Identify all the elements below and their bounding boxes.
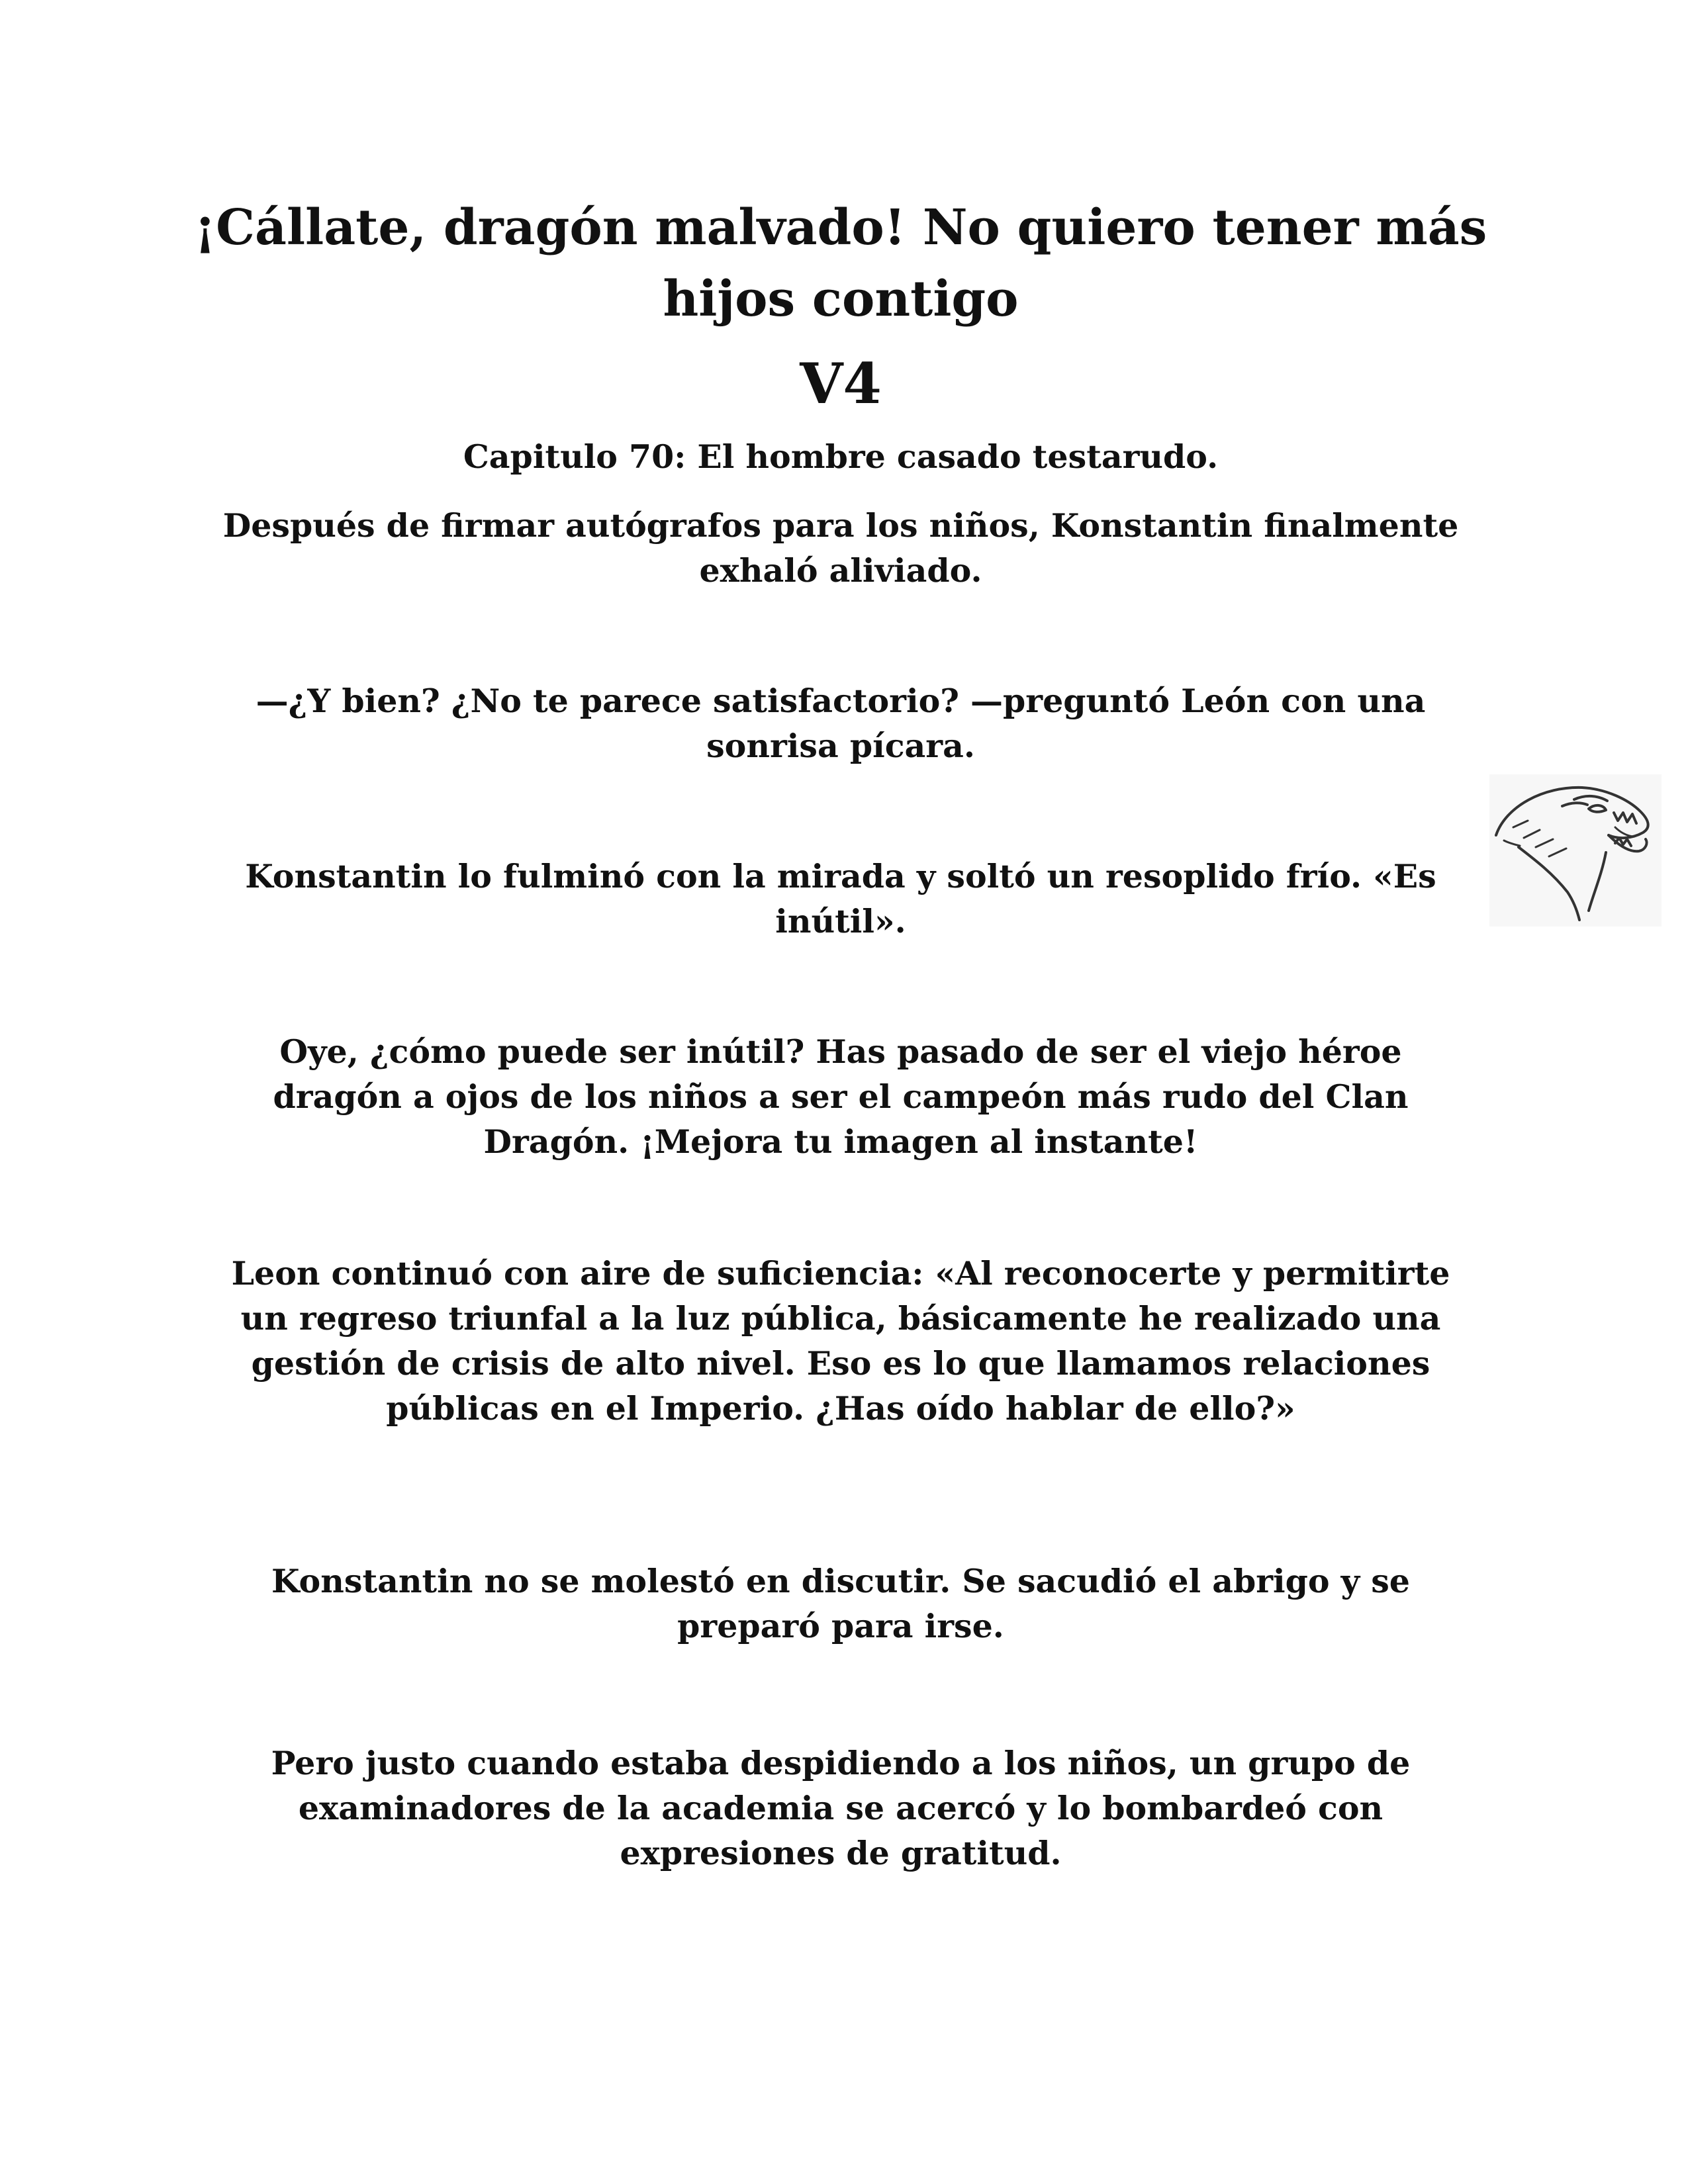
paragraph-4: Oye, ¿cómo puede ser inútil? Has pasado de ser el viejo héroe dragón a ojos de los niños a ser el campeón más rudo del Clan Dragón. ¡Mejora tu imagen al instante! <box>273 1032 1409 1161</box>
chapter-heading: Capitulo 70: El hombre casado testarudo. <box>463 437 1219 476</box>
document-title: ¡Cállate, dragón malvado! No quiero tener más hijos contigo <box>194 199 1487 328</box>
paragraph-7: Pero justo cuando estaba despidiendo a los niños, un grupo de examinadores de la academia se acercó y lo bombardeó con expresiones de gratitud. <box>271 1744 1411 1872</box>
paragraph-3: Konstantin lo fulminó con la mirada y soltó un resoplido frío. «Es inútil». <box>245 857 1436 940</box>
dragon-sketch-icon <box>1489 774 1662 927</box>
paragraph-1: Después de firmar autógrafos para los niños, Konstantin finalmente exhaló aliviado. <box>222 506 1459 590</box>
paragraph-5: Leon continuó con aire de suficiencia: «Al reconocerte y permitirte un regreso triunfal a la luz pública, básicamente he realizado una gestión de crisis de alto nivel. Eso es lo que llamamos relaciones públicas en el Imperio. ¿Has oído hablar de ello?» <box>231 1254 1450 1428</box>
paragraph-6: Konstantin no se molestó en discutir. Se sacudió el abrigo y se preparó para irse. <box>271 1562 1410 1645</box>
volume-label: V4 <box>800 351 882 416</box>
paragraph-2: —¿Y bien? ¿No te parece satisfactorio? —preguntó León con una sonrisa pícara. <box>256 682 1426 765</box>
